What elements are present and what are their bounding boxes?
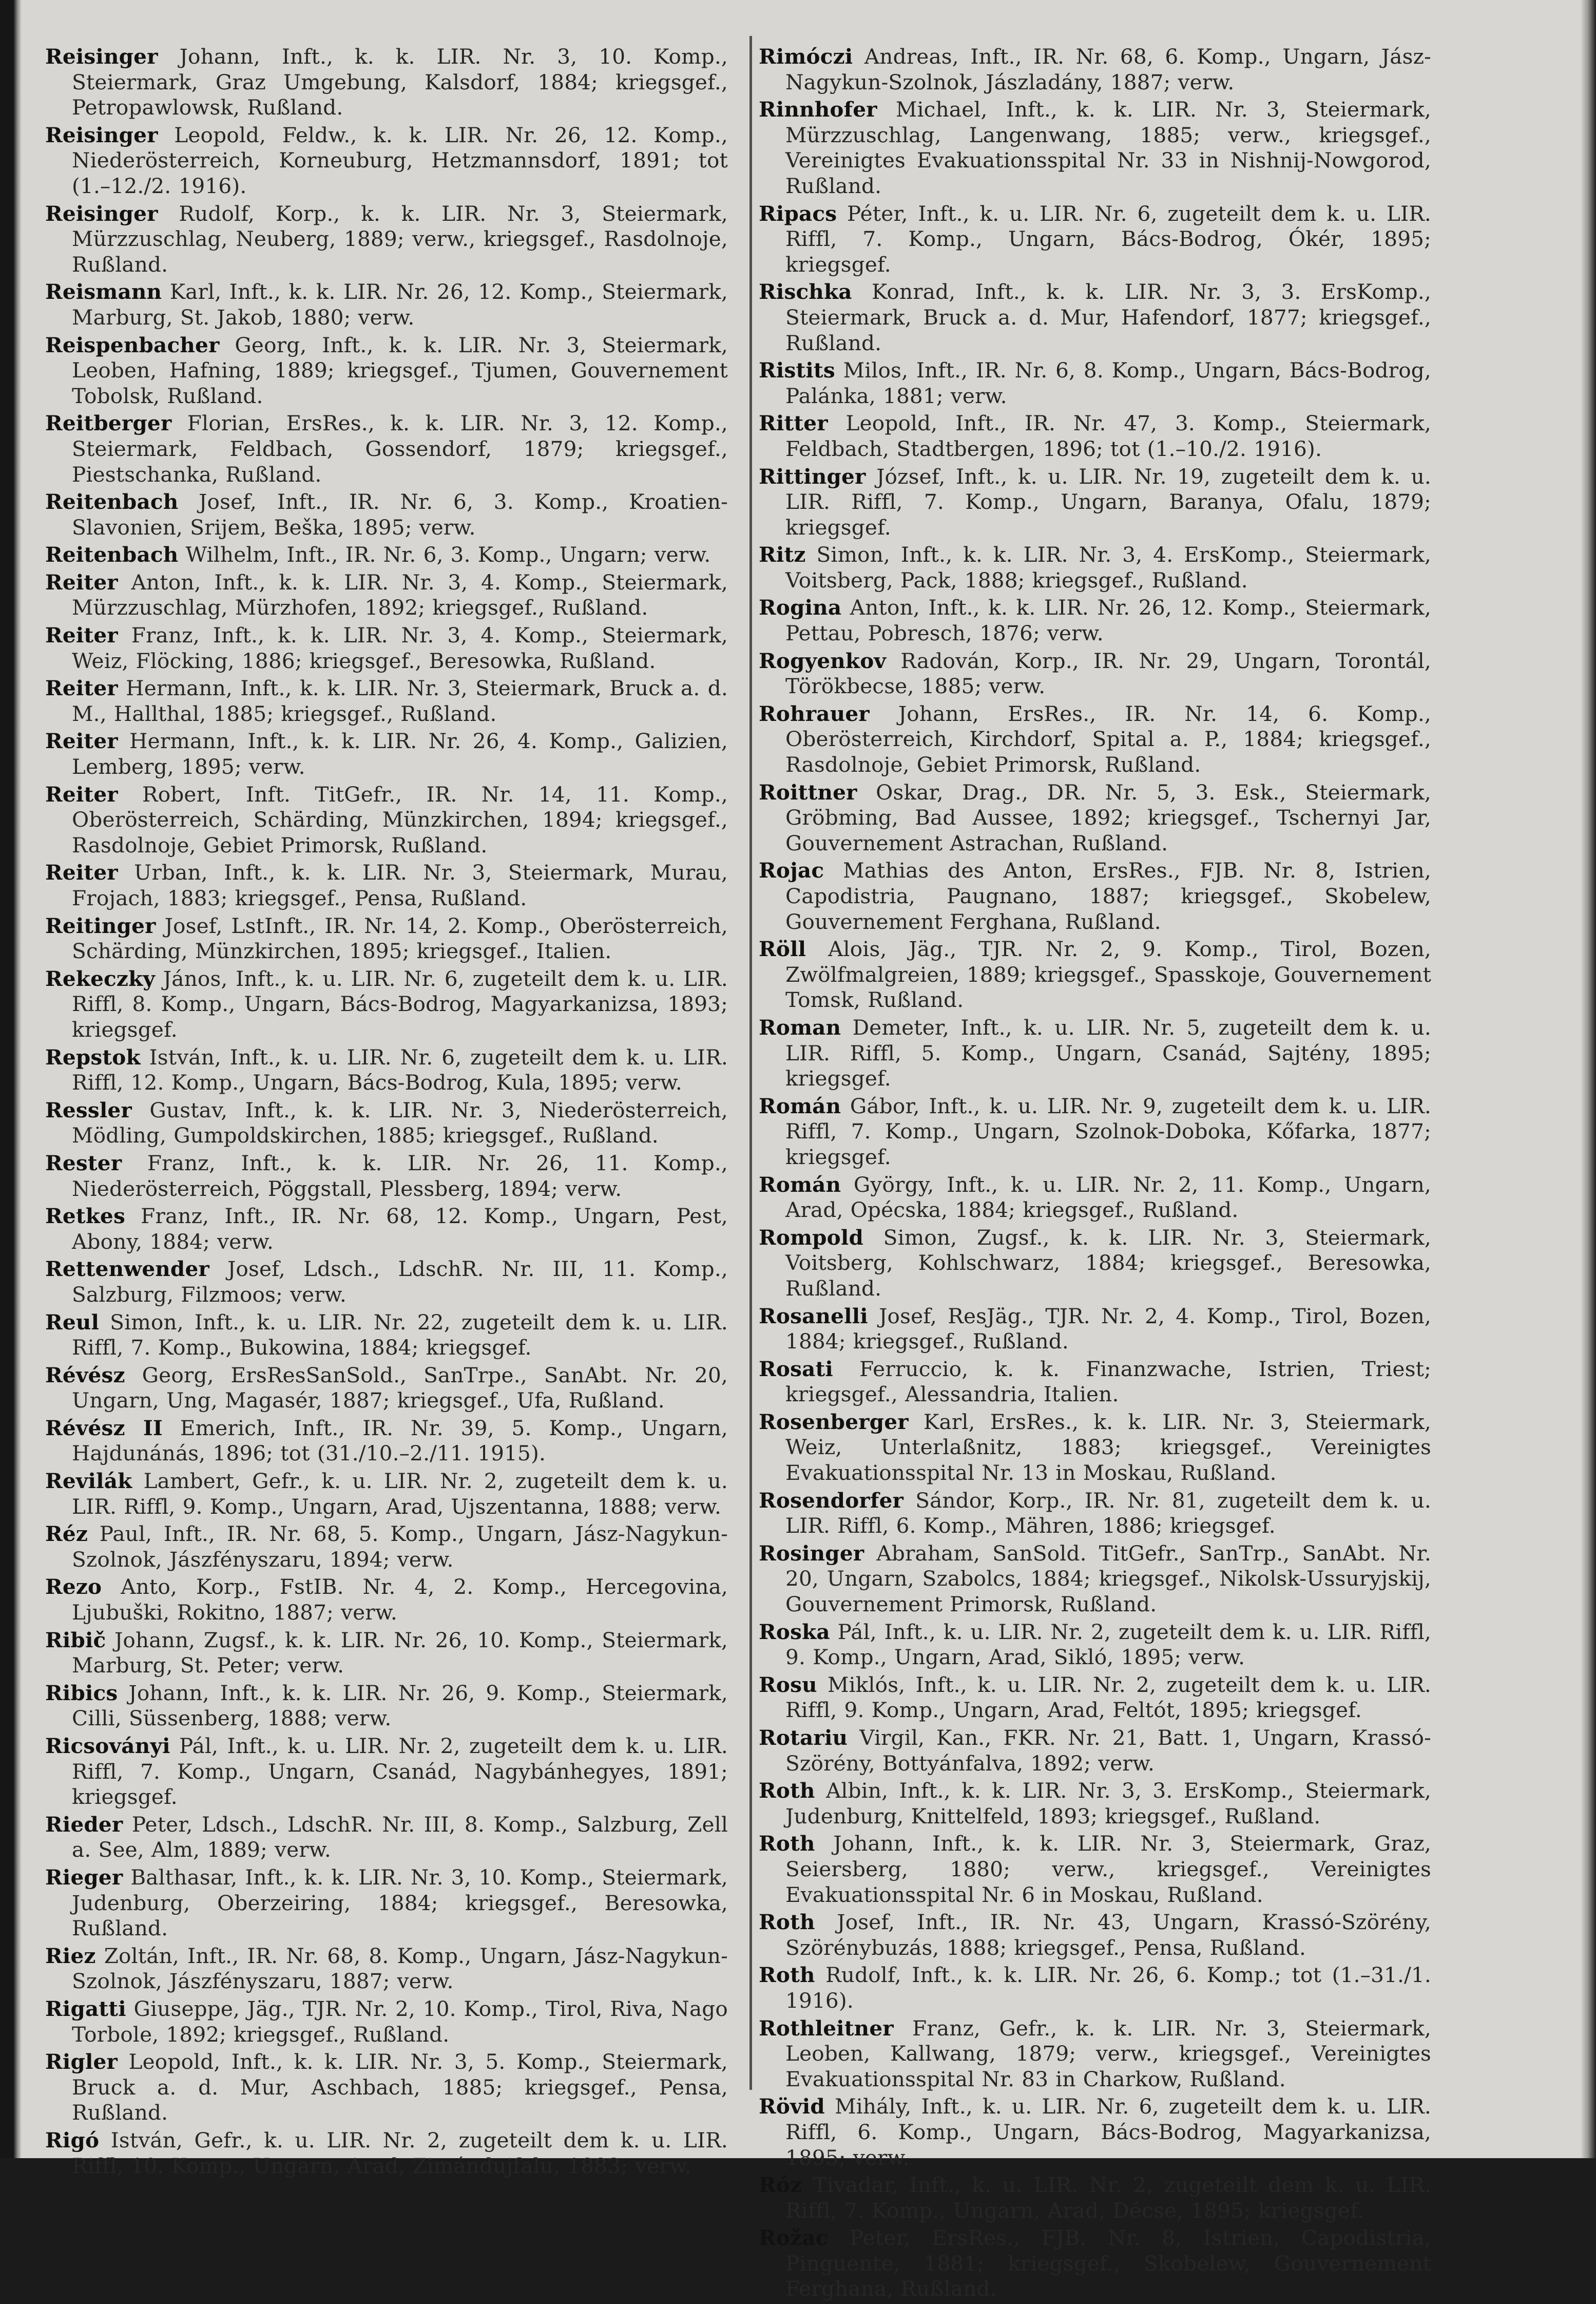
register-entry xyxy=(759,649,1431,699)
entry-details: Zoltán, Inft., IR. Nr. 68, 8. Komp., Ungarn, Jász-Nagykun-Szolnok, Jászfényszaru, 1887; verw. xyxy=(72,1943,728,1994)
register-entry xyxy=(45,623,728,674)
register-entry xyxy=(45,1045,728,1096)
entry-details: Urban, Inft., k. k. LIR. Nr. 3, Steiermark, Murau, Frojach, 1883; kriegsgef., Pensa, Rußland. xyxy=(72,860,728,910)
entry-surname: Roman xyxy=(759,1015,841,1040)
register-entry xyxy=(45,860,728,911)
entry-surname: Rigler xyxy=(45,2049,118,2074)
entry-details: Rudolf, Inft., k. k. LIR. Nr. 26, 6. Komp.; tot (1.–31./1. 1916). xyxy=(785,1963,1431,2013)
register-entry xyxy=(45,1204,728,1254)
entry-surname: Ritz xyxy=(759,542,806,567)
register-entry xyxy=(759,1094,1431,1170)
entry-surname: Reiter xyxy=(45,782,118,807)
register-entry xyxy=(45,489,728,540)
entry-details: Milos, Inft., IR. Nr. 6, 8. Komp., Ungarn, Bács-Bodrog, Palánka, 1881; verw. xyxy=(785,358,1431,408)
entry-surname: Revilák xyxy=(45,1469,132,1494)
entry-details: Tivadar, Inft., k. u. LIR. Nr. 2, zugeteilt dem k. u. LIR. Riffl, 7. Komp., Ungarn, Arad, Décse, 1895; kriegsgef. xyxy=(785,2173,1431,2223)
register-entry xyxy=(45,966,728,1043)
entry-details: Karl, ErsRes., k. k. LIR. Nr. 3, Steiermark, Weiz, Unterlaßnitz, 1883; kriegsgef., Vereinigtes Evakuationsspital Nr. 13 in Moskau, Rußland. xyxy=(785,1409,1431,1486)
entry-surname: Rožac xyxy=(759,2225,829,2251)
entry-details: Josef, LstInft., IR. Nr. 14, 2. Komp., Oberösterreich, Schärding, Münzkirchen, 1895; kriegsgef., Italien. xyxy=(72,913,728,964)
register-entry xyxy=(45,1098,728,1149)
register-entry xyxy=(759,1672,1431,1723)
register-entry xyxy=(45,570,728,621)
entry-surname: Rotariu xyxy=(759,1725,848,1750)
entry-details: Andreas, Inft., IR. Nr. 68, 6. Komp., Ungarn, Jász-Nagykun-Szolnok, Jászladány, 1887; verw. xyxy=(785,44,1431,94)
entry-surname: Reitinger xyxy=(45,913,156,938)
register-entry xyxy=(45,1865,728,1941)
entry-details: Balthasar, Inft., k. k. LIR. Nr. 3, 10. Komp., Steiermark, Judenburg, Oberzeiring, 1884; kriegsgef., Beresowka, Rußland. xyxy=(72,1864,728,1941)
register-entry xyxy=(759,780,1431,856)
register-entry xyxy=(45,2049,728,2126)
entry-details: Konrad, Inft., k. k. LIR. Nr. 3, 3. ErsKomp., Steiermark, Bruck a. d. Mur, Hafendorf, 1877; kriegsgef., Rußland. xyxy=(785,279,1431,355)
entry-details: Abraham, SanSold. TitGefr., SanTrp., SanAbt. Nr. 20, Ungarn, Szabolcs, 1884; kriegsgef., Nikolsk-Ussuryjskij, Gouvernement Primorsk, Rußland. xyxy=(785,1540,1431,1617)
entry-details: Leopold, Inft., IR. Nr. 47, 3. Komp., Steiermark, Feldbach, Stadtbergen, 1896; tot (1.–10./2. 1916). xyxy=(785,411,1431,461)
register-entry xyxy=(759,1225,1431,1302)
entry-details: Albin, Inft., k. k. LIR. Nr. 3, 3. ErsKomp., Steiermark, Judenburg, Knittelfeld, 1893; kriegsgef., Rußland. xyxy=(785,1778,1431,1829)
entry-surname: Rojac xyxy=(759,858,824,883)
entry-details: Josef, Ldsch., LdschR. Nr. III, 11. Komp., Salzburg, Filzmoos; verw. xyxy=(72,1256,728,1307)
entry-details: Peter, ErsRes., FJB. Nr. 8, Istrien, Capodistria, Pinguente, 1881; kriegsgef., Skobelew, Gouvernement Ferghana, Rußland. xyxy=(785,2225,1432,2301)
entry-surname: Roth xyxy=(759,1910,815,1935)
entry-details: Karl, Inft., k. k. LIR. Nr. 26, 12. Komp., Steiermark, Marburg, St. Jakob, 1880; verw. xyxy=(72,279,728,330)
register-entry xyxy=(45,542,728,568)
entry-details: Leopold, Feldw., k. k. LIR. Nr. 26, 12. Komp., Niederösterreich, Korneuburg, Hetzmannsdorf, 1891; tot (1.–12./2. 1916). xyxy=(72,122,728,198)
register-entry xyxy=(45,1812,728,1863)
register-entry xyxy=(45,1996,728,2047)
register-entry xyxy=(45,1363,728,1414)
entry-surname: Rogina xyxy=(759,595,842,620)
register-entry xyxy=(759,1831,1431,1908)
entry-surname: Reisinger xyxy=(45,201,158,226)
register-entry xyxy=(45,333,728,409)
entry-surname: Reitenbach xyxy=(45,542,179,567)
entry-surname: Rester xyxy=(45,1150,122,1175)
entry-details: Rudolf, Korp., k. k. LIR. Nr. 3, Steiermark, Mürzzuschlag, Neuberg, 1889; verw., kriegsgef., Rasdolnoje, Rußland. xyxy=(72,201,728,277)
entry-details: István, Inft., k. u. LIR. Nr. 6, zugeteilt dem k. u. LIR. Riffl, 12. Komp., Ungarn, Bács-Bodrog, Kula, 1895; verw. xyxy=(72,1044,728,1095)
entry-details: János, Inft., k. u. LIR. Nr. 6, zugeteilt dem k. u. LIR. Riffl, 8. Komp., Ungarn, Bács-Bodrog, Magyarkanizsa, 1893; kriegsgef. xyxy=(72,966,728,1042)
entry-surname: Rohrauer xyxy=(759,701,870,726)
register-entry xyxy=(45,676,728,727)
entry-details: Lambert, Gefr., k. u. LIR. Nr. 2, zugeteilt dem k. u. LIR. Riffl, 9. Komp., Ungarn, Arad, Ujszentanna, 1888; verw. xyxy=(72,1469,728,1519)
entry-surname: Roska xyxy=(759,1619,830,1644)
entry-surname: Roth xyxy=(759,1963,815,1988)
entry-surname: Rosendorfer xyxy=(759,1488,904,1513)
entry-details: Georg, ErsResSanSold., SanTrpe., SanAbt. Nr. 20, Ungarn, Ung, Magasér, 1887; kriegsgef., Ufa, Rußland. xyxy=(72,1362,728,1413)
register-entry xyxy=(45,1944,728,1994)
entry-details: Johann, Inft., k. k. LIR. Nr. 3, Steiermark, Graz, Seiersberg, 1880; verw., kriegsgef., Vereinigtes Evakuationsspital Nr. 6 in Moskau, Rußland. xyxy=(785,1831,1432,1907)
register-entry xyxy=(759,1778,1431,1829)
entry-details: Ferruccio, k. k. Finanzwache, Istrien, Triest; kriegsgef., Alessandria, Italien. xyxy=(785,1356,1431,1407)
entry-details: Florian, ErsRes., k. k. LIR. Nr. 3, 12. Komp., Steiermark, Feldbach, Gossendorf, 1879; kriegsgef., Piestschanka, Rußland. xyxy=(72,411,728,487)
entry-surname: Rettenwender xyxy=(45,1256,209,1282)
register-entry xyxy=(759,2173,1431,2223)
entry-surname: Rosanelli xyxy=(759,1303,868,1328)
entry-details: István, Gefr., k. u. LIR. Nr. 2, zugeteilt dem k. u. LIR. Riffl, 10. Komp., Ungarn, Arad, Zimándujfalu, 1883; verw. xyxy=(72,2127,728,2178)
entry-surname: Retkes xyxy=(45,1204,125,1229)
entry-details: Franz, Inft., IR. Nr. 68, 12. Komp., Ungarn, Pest, Abony, 1884; verw. xyxy=(72,1204,728,1254)
entry-surname: Rekeczky xyxy=(45,966,156,991)
entry-details: Anto, Korp., FstIB. Nr. 4, 2. Komp., Hercegovina, Ljubuški, Rokitno, 1887; verw. xyxy=(72,1574,728,1625)
entry-surname: Riez xyxy=(45,1943,96,1968)
register-entry xyxy=(759,1015,1431,1092)
entry-details: Pál, Inft., k. u. LIR. Nr. 2, zugeteilt dem k. u. LIR. Riffl, 9. Komp., Ungarn, Arad, Sikló, 1895; verw. xyxy=(785,1619,1431,1670)
entry-details: Oskar, Drag., DR. Nr. 5, 3. Esk., Steiermark, Gröbming, Bad Aussee, 1892; kriegsgef., Tschernyi Jar, Gouvernement Astrachan, Rußland. xyxy=(785,779,1431,855)
entry-surname: Ripacs xyxy=(759,201,837,226)
entry-surname: Repstok xyxy=(45,1044,141,1070)
register-entry xyxy=(759,1725,1431,1776)
entry-details: Johann, Zugsf., k. k. LIR. Nr. 26, 10. Komp., Steiermark, Marburg, St. Peter; verw. xyxy=(72,1627,728,1678)
column-divider xyxy=(749,36,752,2090)
entry-surname: Rimóczi xyxy=(759,44,853,69)
entry-surname: Rothleitner xyxy=(759,2015,894,2041)
entry-surname: Rieger xyxy=(45,1864,123,1890)
entry-surname: Ricsoványi xyxy=(45,1734,170,1758)
register-entry xyxy=(759,858,1431,935)
register-entry xyxy=(45,729,728,779)
register-entry xyxy=(45,1256,728,1307)
entry-surname: Révész xyxy=(45,1362,125,1387)
entry-surname: Roth xyxy=(759,1778,815,1803)
entry-details: Gustav, Inft., k. k. LIR. Nr. 3, Niederösterreich, Mödling, Gumpoldskirchen, 1885; kriegsgef., Rußland. xyxy=(72,1097,728,1148)
entry-surname: Ressler xyxy=(45,1097,132,1122)
register-entry xyxy=(759,279,1431,356)
entry-surname: Rosu xyxy=(759,1672,817,1697)
entry-details: József, Inft., k. u. LIR. Nr. 19, zugeteilt dem k. u. LIR. Riffl, 7. Komp., Ungarn, Baranya, Ofalu, 1879; kriegsgef. xyxy=(785,464,1431,540)
register-entry xyxy=(45,1310,728,1361)
entry-details: Josef, Inft., IR. Nr. 43, Ungarn, Krassó-Szörény, Szörénybuzás, 1888; kriegsgef., Pensa, Rußland. xyxy=(785,1910,1431,1960)
register-entry xyxy=(759,937,1431,1013)
entry-details: Anton, Inft., k. k. LIR. Nr. 26, 12. Komp., Steiermark, Pettau, Pobresch, 1876; verw. xyxy=(785,595,1431,646)
entry-details: Josef, Inft., IR. Nr. 6, 3. Komp., Kroatien-Slavonien, Srijem, Beška, 1895; verw. xyxy=(72,489,728,540)
entry-surname: Rittinger xyxy=(759,464,866,489)
register-entry xyxy=(45,411,728,487)
entry-details: Franz, Gefr., k. k. LIR. Nr. 3, Steiermark, Leoben, Kallwang, 1879; verw., kriegsgef., Vereinigtes Evakuationsspital Nr. 83 in Charkow, Rußland. xyxy=(785,2015,1431,2091)
entry-details: Wilhelm, Inft., IR. Nr. 6, 3. Komp., Ungarn; verw. xyxy=(185,542,711,567)
register-entry xyxy=(759,595,1431,646)
entry-surname: Révész II xyxy=(45,1415,163,1440)
entry-details: Leopold, Inft., k. k. LIR. Nr. 3, 5. Komp., Steiermark, Bruck a. d. Mur, Aschbach, 1885; kriegsgef., Pensa, Rußland. xyxy=(72,2049,728,2125)
entry-details: Gábor, Inft., k. u. LIR. Nr. 9, zugeteilt dem k. u. LIR. Riffl, 7. Komp., Ungarn, Szolnok-Doboka, Kőfarka, 1877; kriegsgef. xyxy=(785,1093,1431,1169)
entry-details: Simon, Zugsf., k. k. LIR. Nr. 3, Steiermark, Voitsberg, Kohlschwarz, 1884; kriegsgef., Beresowka, Rußland. xyxy=(785,1225,1431,1301)
entry-details: Emerich, Inft., IR. Nr. 39, 5. Komp., Ungarn, Hajdunánás, 1896; tot (31./10.–2./11. 1915). xyxy=(72,1415,728,1466)
register-entry xyxy=(759,1172,1431,1223)
entry-surname: Reul xyxy=(45,1309,100,1335)
register-entry xyxy=(45,123,728,199)
entry-surname: Román xyxy=(759,1093,841,1118)
register-entry xyxy=(759,1410,1431,1486)
entry-surname: Rinnhofer xyxy=(759,97,877,122)
entry-details: Johann, Inft., k. k. LIR. Nr. 26, 9. Komp., Steiermark, Cilli, Süssenberg, 1888; verw. xyxy=(72,1680,728,1731)
register-entry xyxy=(45,782,728,859)
entry-surname: Reitenbach xyxy=(45,489,179,515)
entry-surname: Reispenbacher xyxy=(45,332,220,357)
entry-details: Pál, Inft., k. u. LIR. Nr. 2, zugeteilt dem k. u. LIR. Riffl, 7. Komp., Ungarn, Csanád, Nagybánhegyes, 1891; kriegsgef. xyxy=(72,1734,728,1810)
entry-surname: Rompold xyxy=(759,1225,863,1250)
entry-surname: Rezo xyxy=(45,1574,102,1600)
register-entry xyxy=(759,2225,1431,2302)
register-entry xyxy=(759,44,1431,95)
register-entry xyxy=(759,1910,1431,1960)
entry-surname: Ribics xyxy=(45,1680,118,1705)
entry-details: Peter, Ldsch., LdschR. Nr. III, 8. Komp., Salzburg, Zell a. See, Alm, 1889; verw. xyxy=(72,1812,728,1862)
right-column xyxy=(759,44,1431,2304)
entry-surname: Rigó xyxy=(45,2127,100,2153)
register-entry xyxy=(45,1469,728,1519)
entry-details: Paul, Inft., IR. Nr. 68, 5. Komp., Ungarn, Jász-Nagykun-Szolnok, Jászfényszaru, 1894; verw. xyxy=(72,1521,728,1572)
entry-surname: Ristits xyxy=(759,358,835,383)
register-entry xyxy=(759,1963,1431,2013)
entry-details: Giuseppe, Jäg., TJR. Nr. 2, 10. Komp., Tirol, Riva, Nago Torbole, 1892; kriegsgef., Rußland. xyxy=(72,1996,728,2047)
entry-surname: Román xyxy=(759,1172,841,1197)
register-entry xyxy=(759,1541,1431,1617)
entry-surname: Réz xyxy=(45,1521,88,1547)
entry-details: Péter, Inft., k. u. LIR. Nr. 6, zugeteilt dem k. u. LIR. Riffl, 7. Komp., Ungarn, Bács-Bodrog, Ókér, 1895; kriegsgef. xyxy=(785,201,1432,277)
entry-details: Sándor, Korp., IR. Nr. 81, zugeteilt dem k. u. LIR. Riffl, 6. Komp., Mähren, 1886; kriegsgef. xyxy=(785,1488,1431,1538)
entry-details: Georg, Inft., k. k. LIR. Nr. 3, Steiermark, Leoben, Hafning, 1889; kriegsgef., Tjumen, Gouvernement Tobolsk, Rußland. xyxy=(72,332,728,408)
entry-surname: Ribič xyxy=(45,1627,106,1652)
register-entry xyxy=(759,1304,1431,1355)
register-entry xyxy=(759,542,1431,593)
register-entry xyxy=(45,44,728,121)
register-entry xyxy=(45,913,728,964)
entry-details: Franz, Inft., k. k. LIR. Nr. 26, 11. Komp., Niederösterreich, Pöggstall, Plessberg, 1894; verw. xyxy=(72,1150,728,1201)
entry-surname: Rosati xyxy=(759,1356,834,1381)
register-entry xyxy=(45,1416,728,1467)
entry-details: Robert, Inft. TitGefr., IR. Nr. 14, 11. Komp., Oberösterreich, Schärding, Münzkirchen, 1894; kriegsgef., Rasdolnoje, Gebiet Primorsk, Rußland. xyxy=(72,782,728,858)
register-entry xyxy=(45,279,728,330)
entry-surname: Rischka xyxy=(759,279,852,304)
register-entry xyxy=(759,2016,1431,2092)
entry-details: Mihály, Inft., k. u. LIR. Nr. 6, zugeteilt dem k. u. LIR. Riffl, 6. Komp., Ungarn, Bács-Bodrog, Magyarkanizsa, 1895; verw. xyxy=(785,2094,1431,2170)
register-entry xyxy=(45,1628,728,1679)
entry-surname: Rosinger xyxy=(759,1540,864,1566)
register-entry xyxy=(45,1521,728,1572)
register-entry xyxy=(759,97,1431,199)
entry-surname: Rogyenkov xyxy=(759,648,887,673)
entry-details: Miklós, Inft., k. u. LIR. Nr. 2, zugeteilt dem k. u. LIR. Riffl, 9. Komp., Ungarn, Arad, Feltót, 1895; kriegsgef. xyxy=(785,1672,1432,1723)
register-entry xyxy=(759,464,1431,541)
entry-surname: Reitberger xyxy=(45,411,172,436)
entry-details: Michael, Inft., k. k. LIR. Nr. 3, Steiermark, Mürzzuschlag, Langenwang, 1885; verw., kriegsgef., Vereinigtes Evakuationsspital Nr. 33 in Nishnij-Nowgorod, Rußland. xyxy=(785,97,1432,198)
register-entry xyxy=(759,411,1431,462)
entry-details: Hermann, Inft., k. k. LIR. Nr. 26, 4. Komp., Galizien, Lemberg, 1895; verw. xyxy=(72,729,728,779)
entry-details: Anton, Inft., k. k. LIR. Nr. 3, 4. Komp., Steiermark, Mürzzuschlag, Mürzhofen, 1892; kriegsgef., Rußland. xyxy=(72,569,728,620)
entry-details: Mathias des Anton, ErsRes., FJB. Nr. 8, Istrien, Capodistria, Paugnano, 1887; kriegsgef., Skobelew, Gouvernement Ferghana, Rußland. xyxy=(785,858,1431,934)
entry-details: Johann, Inft., k. k. LIR. Nr. 3, 10. Komp., Steiermark, Graz Umgebung, Kalsdorf, 1884; kriegsgef., Petropawlowsk, Rußland. xyxy=(72,44,728,120)
entry-details: Josef, ResJäg., TJR. Nr. 2, 4. Komp., Tirol, Bozen, 1884; kriegsgef., Rußland. xyxy=(785,1303,1431,1354)
entry-surname: Röll xyxy=(759,937,806,962)
entry-details: Alois, Jäg., TJR. Nr. 2, 9. Komp., Tirol, Bozen, Zwölfmalgreien, 1889; kriegsgef., Spasskoje, Gouvernement Tomsk, Rußland. xyxy=(785,937,1431,1013)
register-entry xyxy=(759,201,1431,278)
entry-surname: Roittner xyxy=(759,779,857,805)
entry-surname: Reiter xyxy=(45,623,118,648)
register-entry xyxy=(759,2094,1431,2170)
register-entry xyxy=(45,201,728,278)
entry-surname: Rigatti xyxy=(45,1996,126,2021)
entry-surname: Roth xyxy=(759,1831,815,1856)
register-entry xyxy=(45,1734,728,1810)
register-entry xyxy=(45,2128,728,2179)
entry-surname: Ritter xyxy=(759,411,828,436)
entry-surname: Reiter xyxy=(45,676,118,701)
entry-details: Radován, Korp., IR. Nr. 29, Ungarn, Torontál, Törökbecse, 1885; verw. xyxy=(785,648,1431,699)
entry-surname: Reisinger xyxy=(45,44,158,69)
entry-details: Johann, ErsRes., IR. Nr. 14, 6. Komp., Oberösterreich, Kirchdorf, Spital a. P., 1884; kriegsgef., Rasdolnoje, Gebiet Primorsk, Rußland. xyxy=(785,701,1431,777)
entry-details: Demeter, Inft., k. u. LIR. Nr. 5, zugeteilt dem k. u. LIR. Riffl, 5. Komp., Ungarn, Csanád, Sajtény, 1895; kriegsgef. xyxy=(785,1015,1431,1091)
register-entry xyxy=(759,1357,1431,1407)
register-entry xyxy=(45,1574,728,1625)
entry-details: Simon, Inft., k. u. LIR. Nr. 22, zugeteilt dem k. u. LIR. Riffl, 7. Komp., Bukowina, 1884; kriegsgef. xyxy=(72,1309,728,1360)
entry-details: György, Inft., k. u. LIR. Nr. 2, 11. Komp., Ungarn, Arad, Opécska, 1884; kriegsgef., Rußland. xyxy=(785,1172,1431,1223)
entry-details: Simon, Inft., k. k. LIR. Nr. 3, 4. ErsKomp., Steiermark, Voitsberg, Pack, 1888; kriegsgef., Rußland. xyxy=(785,542,1431,593)
entry-details: Hermann, Inft., k. k. LIR. Nr. 3, Steiermark, Bruck a. d. M., Hallthal, 1885; kriegsgef., Rußland. xyxy=(72,676,728,726)
entry-surname: Reiter xyxy=(45,860,118,885)
entry-surname: Rieder xyxy=(45,1812,123,1837)
entry-surname: Reiter xyxy=(45,569,118,595)
register-entry xyxy=(45,1681,728,1731)
register-entry xyxy=(759,1488,1431,1539)
register-entry xyxy=(759,701,1431,778)
entry-surname: Rövid xyxy=(759,2094,825,2119)
entry-surname: Reismann xyxy=(45,279,162,304)
entry-surname: Reiter xyxy=(45,729,118,754)
entry-details: Franz, Inft., k. k. LIR. Nr. 3, 4. Komp., Steiermark, Weiz, Flöcking, 1886; kriegsgef., Beresowka, Rußland. xyxy=(72,623,728,673)
register-entry xyxy=(759,1620,1431,1670)
entry-surname: Reisinger xyxy=(45,122,158,147)
register-entry xyxy=(759,358,1431,409)
entry-surname: Róz xyxy=(759,2173,802,2198)
register-entry xyxy=(45,1151,728,1202)
left-column xyxy=(45,44,728,2181)
entry-surname: Rosenberger xyxy=(759,1409,909,1434)
entry-details: Virgil, Kan., FKR. Nr. 21, Batt. 1, Ungarn, Krassó-Szörény, Bottyánfalva, 1892; verw. xyxy=(785,1725,1431,1776)
